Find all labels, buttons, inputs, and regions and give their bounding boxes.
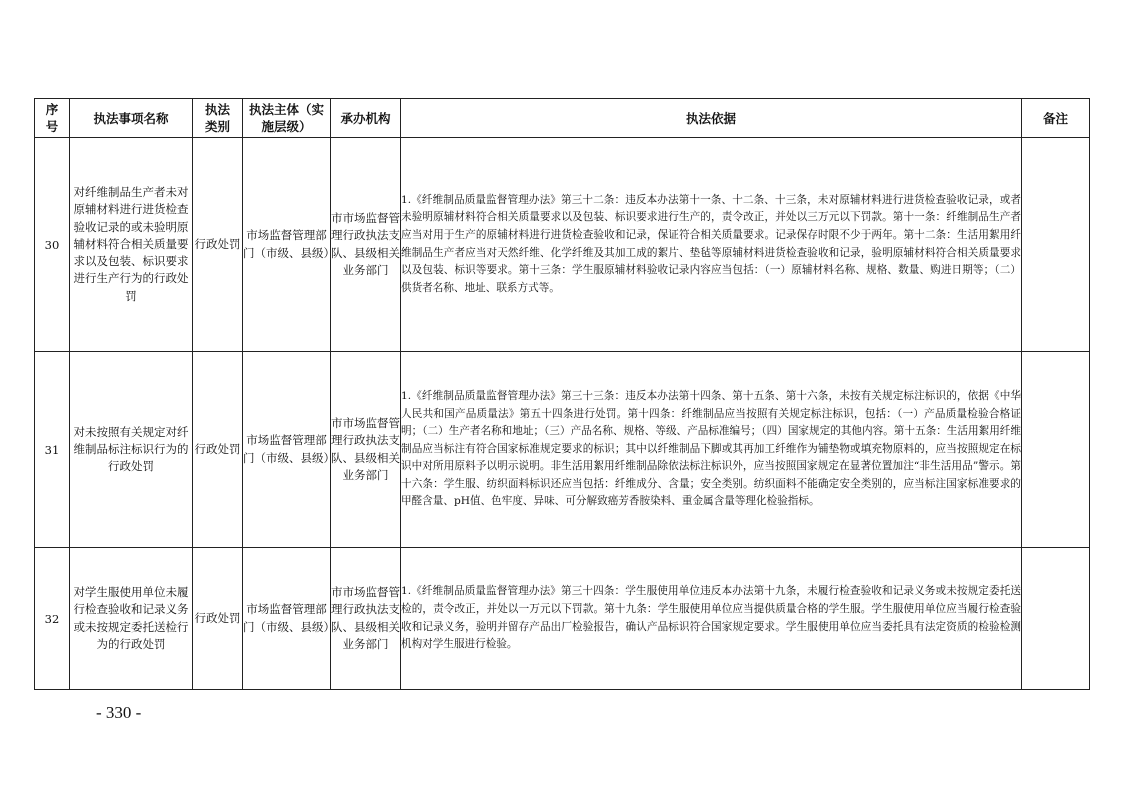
legal-basis: 1.《纤维制品质量监督管理办法》第三十三条：违反本办法第十四条、第十五条、第十六条，未按有关规定标注标识的，依据《中华人民共和国产品质量法》第五十四条进行处罚。第十四条：纤维制品应当按照有关规定标注标识，包括：（一）产品质量检验合格证明；（二）生产者名称和地址；（三）产品名称、规格、等级、产品标准编号；（四）国家规定的其他内容。第十五条：生活用絮用纤维制品应当标注有符合国家标准规定要求的标识；其中以纤维制品下脚或其再加工纤维作为铺垫物或填充物原料的，应当按照规定在标识中对所用原料予以明示说明。非生活用絮用纤维制品除依法标注标识外，应当按照国家规定在显著位置加注“非生活用品”警示。第十六条：学生服、纺织面料标识还应当包括：纤维成分、含量；安全类别。纺织面料不能确定安全类别的，应当标注国家标准要求的甲醛含量、pH值、色牢度、异味、可分解致癌芳香胺染料、重金属含量等理化检验指标。 xyxy=(401,352,1022,548)
header-name: 执法事项名称 xyxy=(70,99,193,138)
table-row xyxy=(35,138,1090,352)
handling-agency: 市市场监督管理行政执法支队、县级相关业务部门 xyxy=(331,352,401,548)
page-number: - 330 - xyxy=(96,703,142,722)
handling-agency: 市市场监督管理行政执法支队、县级相关业务部门 xyxy=(331,138,401,352)
enforcement-table xyxy=(34,98,1090,690)
header-no: 序号 xyxy=(35,99,70,138)
row-number: 30 xyxy=(35,138,70,352)
row-number: 32 xyxy=(35,548,70,690)
handling-agency: 市市场监督管理行政执法支队、县级相关业务部门 xyxy=(331,548,401,690)
header-body: 执法主体（实施层级） xyxy=(243,99,331,138)
table-header-row xyxy=(35,99,1090,138)
legal-basis: 1.《纤维制品质量监督管理办法》第三十四条：学生服使用单位违反本办法第十九条，未履行检查验收和记录义务或未按规定委托送检的，责令改正，并处以一万元以下罚款。第十九条：学生服使用单位应当提供质量合格的学生服。学生服使用单位应当履行检查验收和记录义务，验明并留存产品出厂检验报告，确认产品标识符合国家规定要求。学生服使用单位应当委托具有法定资质的检验检测机构对学生服进行检验。 xyxy=(401,548,1022,690)
header-org: 承办机构 xyxy=(331,99,401,138)
remarks xyxy=(1022,138,1090,352)
header-basis: 执法依据 xyxy=(401,99,1022,138)
header-note: 备注 xyxy=(1022,99,1090,138)
legal-basis: 1.《纤维制品质量监督管理办法》第三十二条：违反本办法第十一条、十二条、十三条，未对原辅材料进行进货检查验收记录，或者未验明原辅材料符合相关质量要求以及包装、标识要求进行生产的，责令改正，并处以三万元以下罚款。第十一条：纤维制品生产者应当对用于生产的原辅材料进行进货检查验收和记录，保证符合相关质量要求。记录保存时限不少于两年。第十二条：生活用絮用纤维制品生产者应当对天然纤维、化学纤维及其加工成的絮片、垫毡等原辅材料进货检查验收和记录，验明原辅材料符合相关质量要求以及包装、标识等要求。第十三条：学生服原辅材料验收记录内容应当包括：（一）原辅材料名称、规格、数量、购进日期等；（二）供货者名称、地址、联系方式等。 xyxy=(401,138,1022,352)
item-name: 对未按照有关规定对纤维制品标注标识行为的行政处罚 xyxy=(70,352,193,548)
remarks xyxy=(1022,352,1090,548)
enforcement-type: 行政处罚 xyxy=(193,548,243,690)
enforcement-type: 行政处罚 xyxy=(193,352,243,548)
table-row xyxy=(35,352,1090,548)
enforcement-type: 行政处罚 xyxy=(193,138,243,352)
remarks xyxy=(1022,548,1090,690)
item-name: 对学生服使用单位未履行检查验收和记录义务或未按规定委托送检行为的行政处罚 xyxy=(70,548,193,690)
header-type: 执法类别 xyxy=(193,99,243,138)
enforcement-body: 市场监督管理部门（市级、县级） xyxy=(243,352,331,548)
table-row xyxy=(35,548,1090,690)
enforcement-body: 市场监督管理部门（市级、县级） xyxy=(243,138,331,352)
row-number: 31 xyxy=(35,352,70,548)
item-name: 对纤维制品生产者未对原辅材料进行进货检查验收记录的或未验明原辅材料符合相关质量要求以及包装、标识要求进行生产行为的行政处罚 xyxy=(70,138,193,352)
enforcement-body: 市场监督管理部门（市级、县级） xyxy=(243,548,331,690)
